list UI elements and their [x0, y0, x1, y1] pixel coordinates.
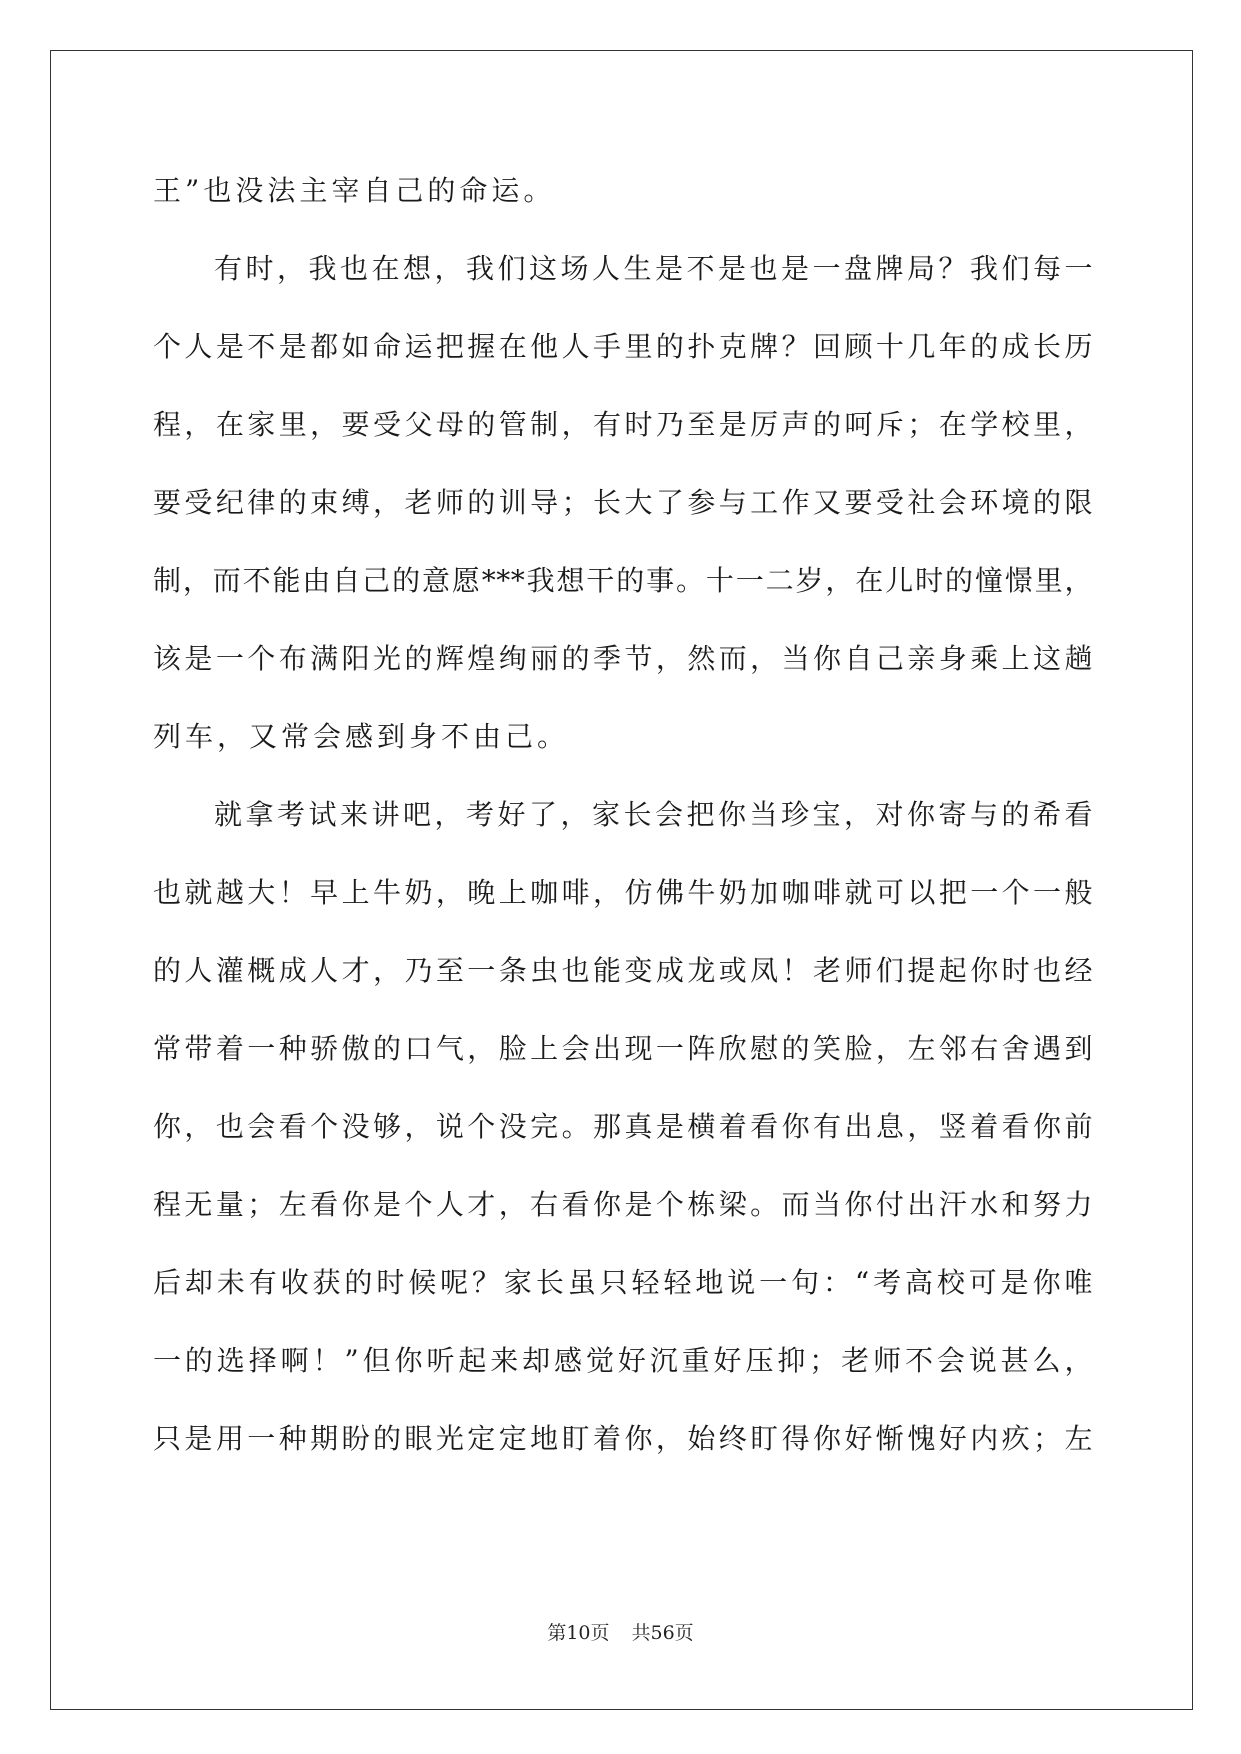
text-line: 有时，我也在想，我们这场人生是不是也是一盘牌局？我们每一	[214, 252, 1093, 285]
text-line: 要受纪律的束缚，老师的训导；长大了参与工作又要受社会环境的限	[153, 486, 1093, 519]
text-line: 程无量；左看你是个人才，右看你是个栋梁。而当你付出汗水和努力	[153, 1188, 1093, 1221]
page-number: 第10页	[547, 1622, 610, 1644]
text-line: 常带着一种骄傲的口气，脸上会出现一阵欣慰的笑脸，左邻右舍遇到	[153, 1032, 1093, 1065]
text-line: 后却未有收获的时候呢？家长虽只轻轻地说一句：“考高校可是你唯	[153, 1266, 1093, 1299]
text-line: 个人是不是都如命运把握在他人手里的扑克牌？回顾十几年的成长历	[153, 330, 1093, 363]
text-line: 列车，又常会感到身不由己。	[153, 720, 570, 753]
text-line: 就拿考试来讲吧，考好了，家长会把你当珍宝，对你寄与的希看	[214, 798, 1093, 831]
text-line: 只是用一种期盼的眼光定定地盯着你，始终盯得你好惭愧好内疚；左	[153, 1422, 1093, 1455]
text-line: 你，也会看个没够，说个没完。那真是横着看你有出息，竖着看你前	[153, 1110, 1093, 1143]
document-body	[153, 165, 1093, 1491]
text-line: 的人灌概成人才，乃至一条虫也能变成龙或凤！老师们提起你时也经	[153, 954, 1093, 987]
text-line: 程，在家里，要受父母的管制，有时乃至是厉声的呵斥；在学校里，	[153, 408, 1093, 441]
page-footer	[0, 1618, 1241, 1645]
page-total: 共56页	[631, 1622, 694, 1644]
text-line: 该是一个布满阳光的辉煌绚丽的季节，然而，当你自己亲身乘上这趟	[153, 642, 1093, 675]
text-line: 制，而不能由自己的意愿***我想干的事。十一二岁，在儿时的憧憬里，	[153, 564, 1093, 597]
text-line: 一的选择啊！”但你听起来却感觉好沉重好压抑；老师不会说甚么，	[153, 1344, 1093, 1377]
text-line: 王”也没法主宰自己的命运。	[153, 174, 556, 207]
text-line: 也就越大！早上牛奶，晚上咖啡，仿佛牛奶加咖啡就可以把一个一般	[153, 876, 1093, 909]
